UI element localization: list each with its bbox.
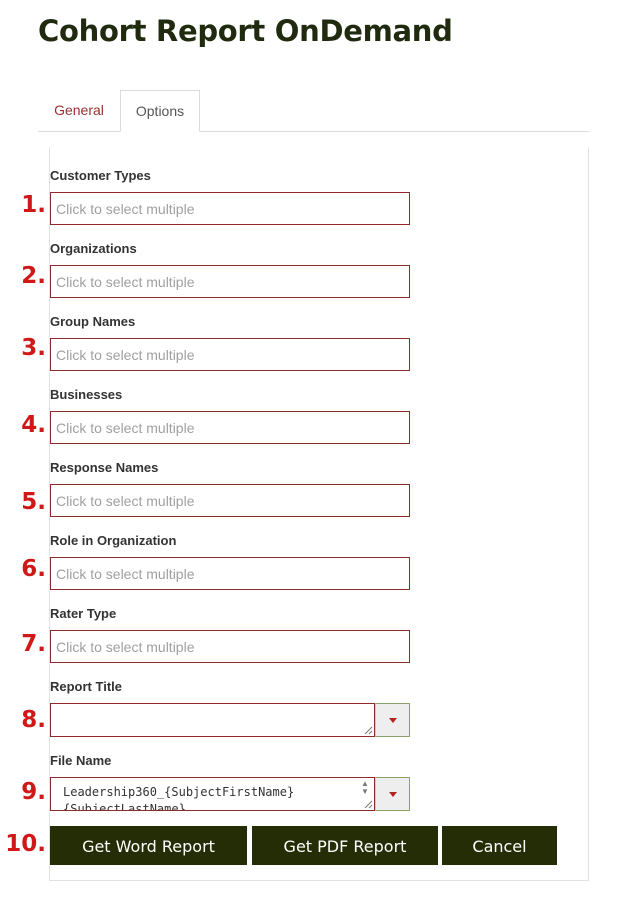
cancel-button[interactable]: Cancel bbox=[442, 826, 557, 865]
file-name-label: File Name bbox=[50, 753, 112, 768]
response-names-input[interactable] bbox=[50, 484, 410, 517]
customer-types-input[interactable] bbox=[50, 192, 410, 225]
step-number-10: 10. bbox=[5, 831, 46, 857]
customer-types-label: Customer Types bbox=[50, 168, 151, 183]
organizations-input[interactable] bbox=[50, 265, 410, 298]
page-title: Cohort Report OnDemand bbox=[38, 14, 453, 48]
file-name-textarea[interactable] bbox=[51, 778, 374, 810]
file-name-field[interactable] bbox=[50, 777, 375, 811]
response-names-label: Response Names bbox=[50, 460, 159, 475]
step-number-5: 5. bbox=[21, 489, 46, 515]
caret-down-icon bbox=[389, 718, 397, 723]
step-number-3: 3. bbox=[21, 335, 46, 361]
caret-down-icon bbox=[389, 792, 397, 797]
tab-general[interactable]: General bbox=[54, 102, 104, 118]
report-title-field[interactable] bbox=[50, 703, 375, 737]
get-pdf-report-button[interactable]: Get PDF Report bbox=[252, 826, 438, 865]
businesses-input[interactable] bbox=[50, 411, 410, 444]
businesses-label: Businesses bbox=[50, 387, 123, 402]
role-in-organization-label: Role in Organization bbox=[50, 533, 177, 548]
resize-grip-icon[interactable] bbox=[363, 725, 373, 735]
rater-type-input[interactable] bbox=[50, 630, 410, 663]
step-number-4: 4. bbox=[21, 412, 46, 438]
report-title-label: Report Title bbox=[50, 679, 122, 694]
report-title-textarea[interactable] bbox=[51, 704, 374, 736]
tab-options[interactable]: Options bbox=[120, 90, 200, 132]
step-number-8: 8. bbox=[21, 707, 46, 733]
group-names-input[interactable] bbox=[50, 338, 410, 371]
organizations-label: Organizations bbox=[50, 241, 137, 256]
step-number-9: 9. bbox=[21, 779, 46, 805]
resize-grip-icon[interactable] bbox=[363, 799, 373, 809]
spin-arrows-icon[interactable]: ▲ ▼ bbox=[361, 779, 369, 796]
step-number-2: 2. bbox=[21, 263, 46, 289]
rater-type-label: Rater Type bbox=[50, 606, 117, 621]
step-number-7: 7. bbox=[21, 631, 46, 657]
group-names-label: Group Names bbox=[50, 314, 136, 329]
role-in-organization-input[interactable] bbox=[50, 557, 410, 590]
step-number-6: 6. bbox=[21, 556, 46, 582]
report-title-dropdown-button[interactable] bbox=[375, 703, 410, 737]
file-name-dropdown-button[interactable] bbox=[375, 777, 410, 811]
step-number-1: 1. bbox=[21, 192, 46, 218]
get-word-report-button[interactable]: Get Word Report bbox=[50, 826, 247, 865]
